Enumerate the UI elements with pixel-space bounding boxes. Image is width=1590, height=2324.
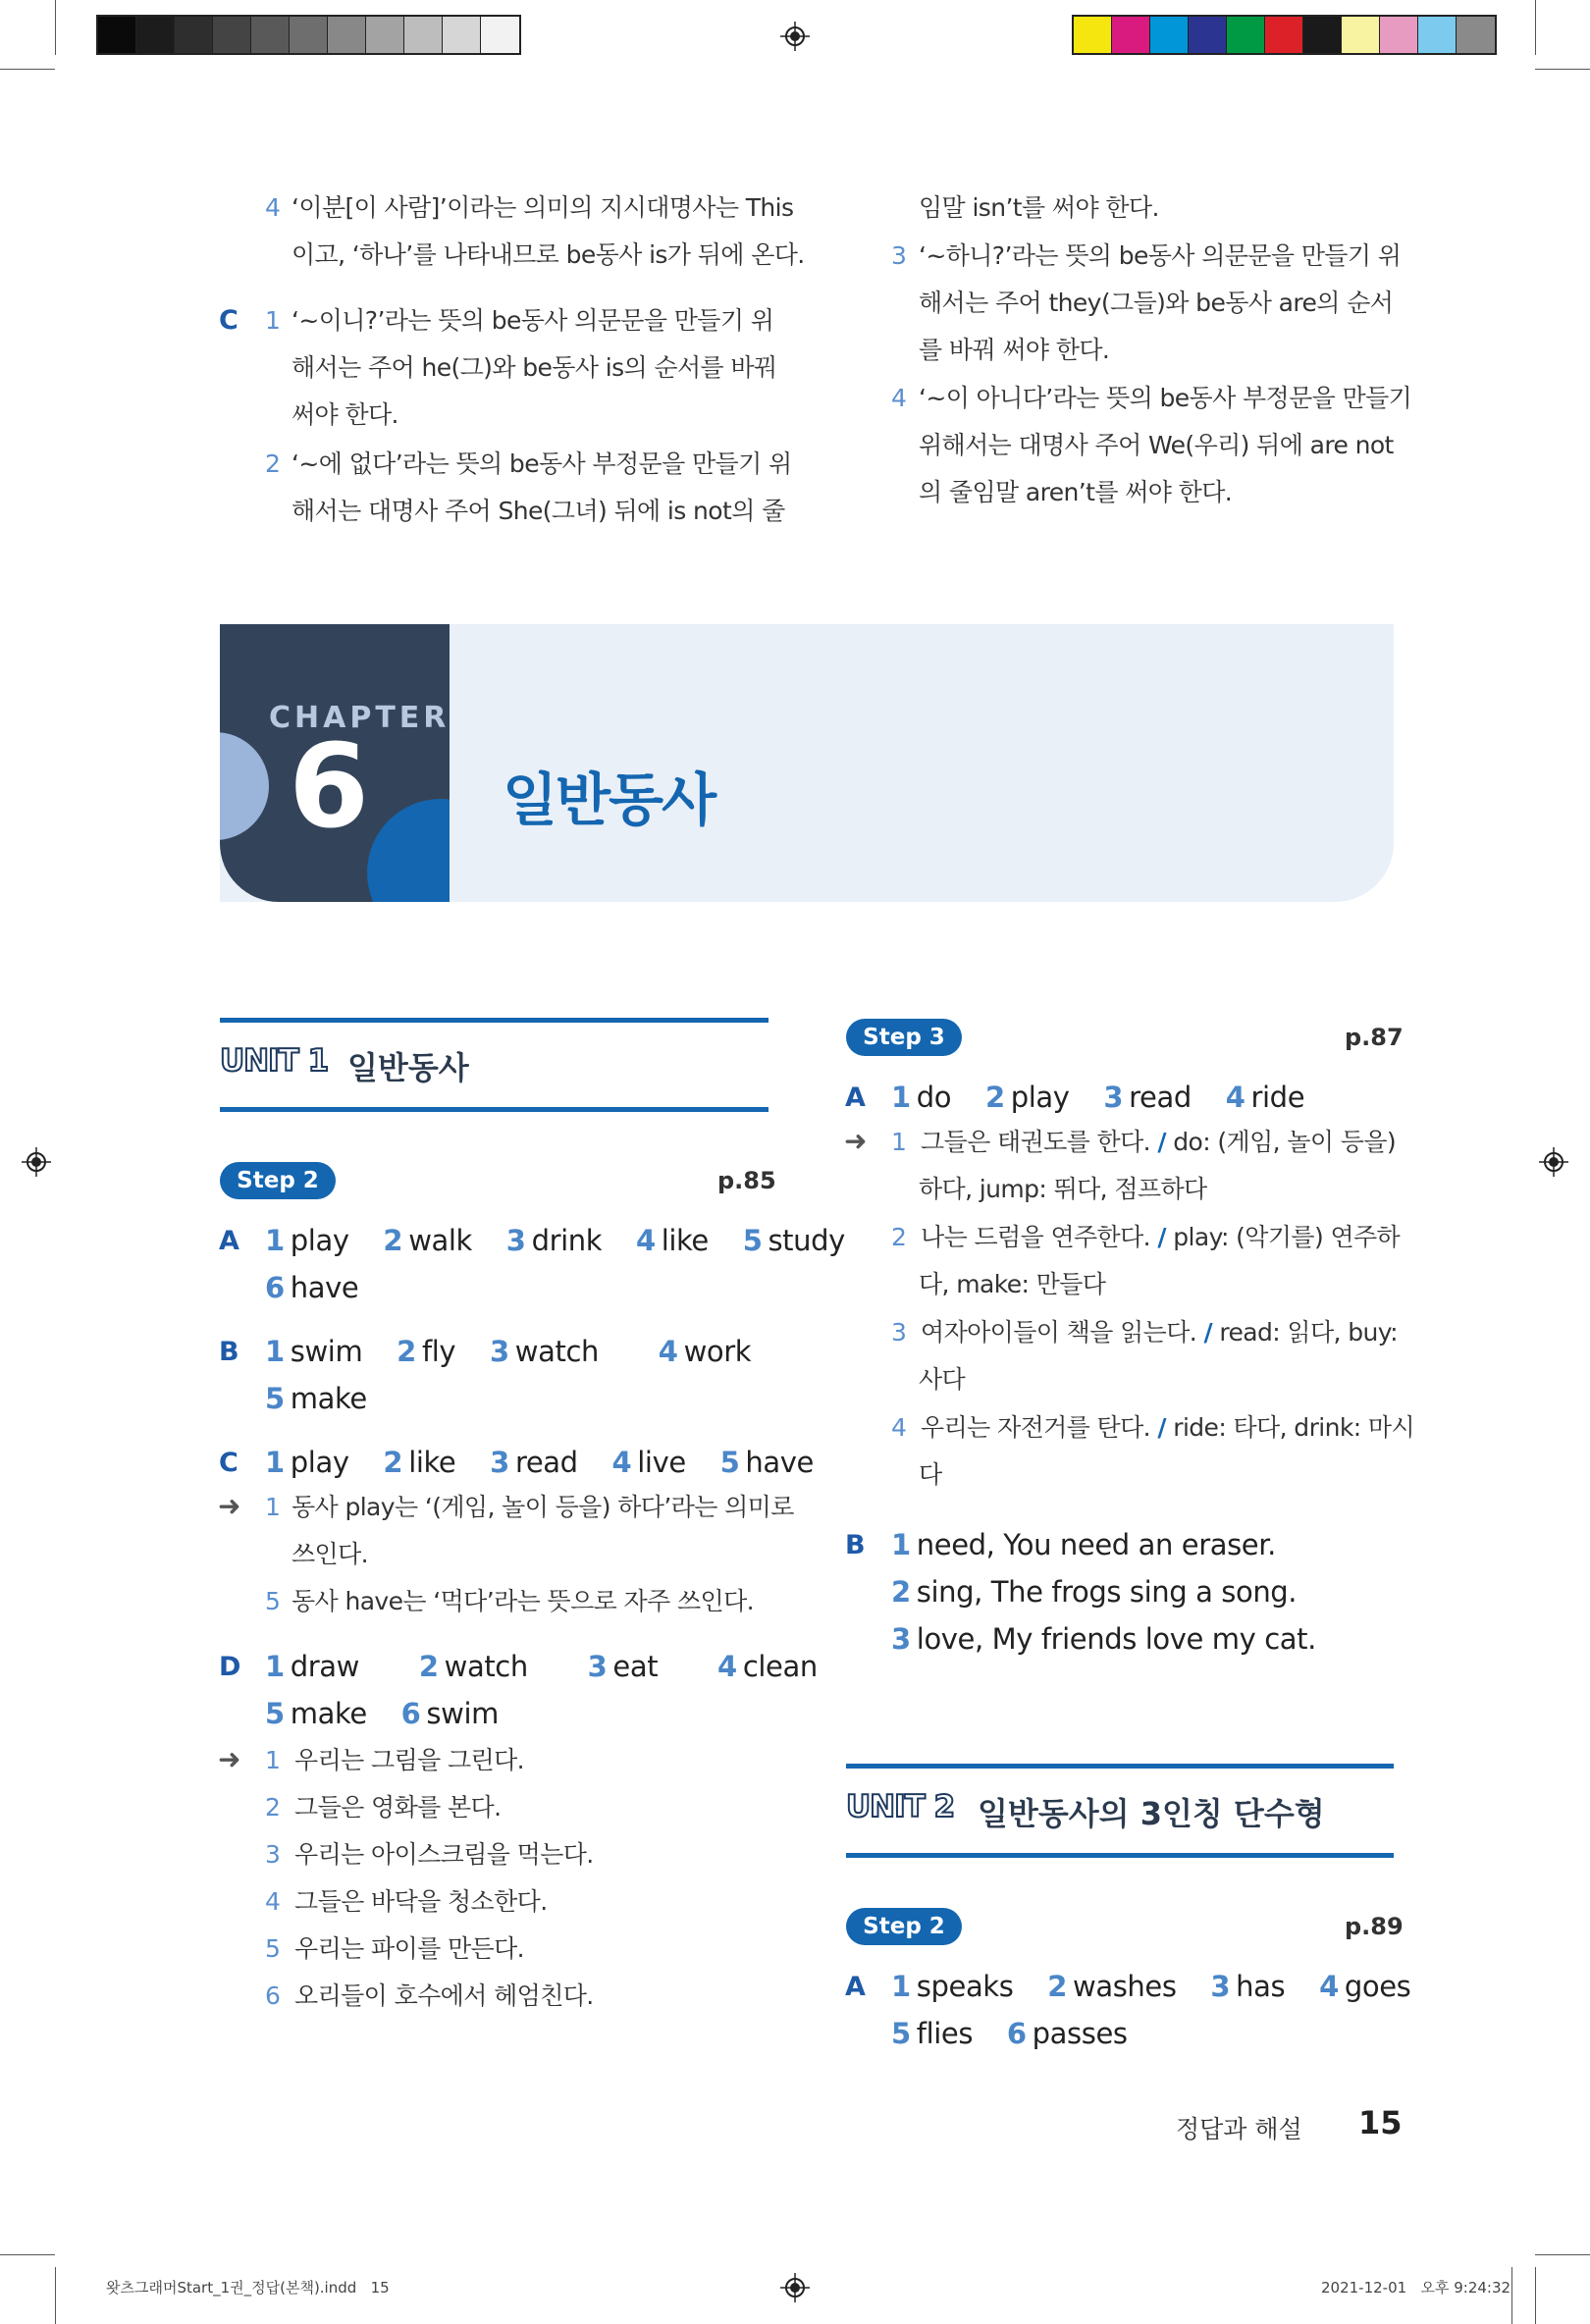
page-reference: p.89	[1345, 1913, 1404, 1940]
color-swatch	[366, 17, 404, 53]
crop-mark	[0, 2254, 55, 2255]
crop-mark	[1535, 2254, 1590, 2255]
answer-line: 5 make 6 swim	[265, 1697, 499, 1730]
explanation-text: 동사 have는 ‘먹다’라는 뜻으로 자주 쓰인다.	[292, 1587, 754, 1615]
explanation-text: 이고, ‘하나’를 나타내므로 be동사 is가 뒤에 온다.	[292, 240, 805, 269]
unit-rule-bottom	[846, 1853, 1394, 1858]
explanation-text: 위해서는 대명사 주어 We(우리) 뒤에 are not	[919, 431, 1394, 459]
decor-circle	[220, 732, 269, 840]
note-line: 4 그들은 바닥을 청소한다.	[265, 1887, 548, 1916]
crop-mark	[1535, 69, 1590, 70]
crop-mark	[55, 2267, 56, 2324]
crop-mark	[0, 69, 55, 70]
explanation-text: 하다, jump: 뛰다, 점프하다	[919, 1175, 1207, 1203]
color-swatch	[1418, 17, 1457, 53]
color-swatch	[251, 17, 290, 53]
explanation-text: 의 줄임말 aren’t를 써야 한다.	[919, 478, 1233, 506]
color-swatch	[1380, 17, 1418, 53]
section-letter-c: C	[219, 1448, 238, 1478]
explanation-text: 다, make: 만들다	[919, 1270, 1106, 1298]
note-line: 3 우리는 아이스크림을 먹는다.	[265, 1840, 594, 1869]
section-letter-c: C	[219, 305, 238, 336]
explanation-text: 해서는 주어 they(그들)와 be동사 are의 순서	[919, 289, 1394, 317]
explanation-text: 를 바꿔 써야 한다.	[919, 336, 1110, 364]
color-swatch	[1227, 17, 1265, 53]
explanation-text: ‘~이니?’라는 뜻의 be동사 의문문을 만들기 위	[292, 306, 774, 335]
process-color-bar	[1072, 15, 1497, 55]
answer-line: 1 speaks 2 washes 3 has 4 goes	[891, 1970, 1411, 2003]
item-number: 1	[265, 306, 281, 335]
registration-mark-icon	[780, 2273, 810, 2302]
color-swatch	[404, 17, 443, 53]
section-letter-a: A	[219, 1226, 239, 1256]
explanation-text: 다	[919, 1460, 942, 1489]
explanation-item	[265, 185, 280, 232]
color-swatch	[1303, 17, 1342, 53]
item-number: 2	[265, 449, 281, 478]
registration-mark-icon	[780, 22, 810, 51]
chapter-title: 일반동사	[503, 766, 716, 833]
registration-mark-icon	[1539, 1147, 1568, 1177]
color-swatch	[1074, 17, 1112, 53]
arrow-right-icon: ➜	[844, 1125, 868, 1157]
color-swatch	[1150, 17, 1189, 53]
slug-filename: 왓츠그래머Start_1권_정답(본책).indd 15	[106, 2279, 390, 2297]
item-number: 1	[265, 1493, 281, 1521]
answer-line: 5 flies 6 passes	[891, 2017, 1128, 2050]
color-swatch	[175, 17, 213, 53]
color-swatch	[1112, 17, 1150, 53]
section-letter-a: A	[845, 1972, 866, 2002]
color-swatch	[213, 17, 251, 53]
explanation-text: ‘~에 없다’라는 뜻의 be동사 부정문을 만들기 위	[292, 449, 792, 478]
step-3-pill: Step 3	[846, 1019, 962, 1056]
note-line: 4 우리는 자전거를 탄다. / ride: 타다, drink: 마시	[891, 1413, 1414, 1442]
note-line: 6 오리들이 호수에서 헤엄친다.	[265, 1981, 594, 2010]
crop-mark	[1535, 2267, 1536, 2324]
section-letter-d: D	[219, 1652, 241, 1682]
section-letter-a: A	[845, 1083, 866, 1113]
color-swatch	[136, 17, 175, 53]
note-line: 5 우리는 파이를 만든다.	[265, 1934, 525, 1963]
color-swatch	[98, 17, 136, 53]
step-2-pill: Step 2	[846, 1908, 962, 1945]
answer-line: 5 make	[265, 1382, 367, 1415]
note-line: 2 그들은 영화를 본다.	[265, 1793, 502, 1822]
answer-line: 1 need, You need an eraser.	[891, 1528, 1276, 1561]
explanation-text: 해서는 대명사 주어 She(그녀) 뒤에 is not의 줄	[292, 497, 785, 525]
item-number: 5	[265, 1587, 281, 1615]
unit1-title: 일반동사	[347, 1049, 469, 1086]
explanation-text: ‘~하니?’라는 뜻의 be동사 의문문을 만들기 위	[919, 241, 1402, 270]
color-swatch	[290, 17, 328, 53]
color-swatch	[1265, 17, 1303, 53]
page-reference: p.87	[1345, 1024, 1404, 1051]
item-number: 4	[265, 193, 281, 222]
crop-mark	[1535, 0, 1536, 55]
crop-mark	[55, 0, 56, 55]
color-swatch	[1342, 17, 1380, 53]
step-2-pill: Step 2	[220, 1162, 336, 1199]
answer-line: 1 draw 2 watch 3 eat 4 clean	[265, 1650, 818, 1683]
grayscale-color-bar	[96, 15, 521, 55]
unit2-title: 일반동사의 3인칭 단수형	[978, 1795, 1325, 1832]
unit1-badge: UNIT 1	[220, 1043, 329, 1079]
page-reference: p.85	[717, 1167, 776, 1194]
section-letter-b: B	[845, 1530, 866, 1560]
answer-line: 3 love, My friends love my cat.	[891, 1622, 1316, 1656]
explanation-text: ‘~이 아니다’라는 뜻의 be동사 부정문을 만들기	[919, 384, 1412, 412]
item-number: 3	[891, 241, 907, 270]
explanation-text: 사다	[919, 1365, 966, 1394]
footer-section-title: 정답과 해설	[1176, 2115, 1302, 2143]
note-line: 1 우리는 그림을 그린다.	[265, 1746, 525, 1774]
registration-mark-icon	[22, 1147, 51, 1177]
answer-line: 1 swim 2 fly 3 watch 4 work	[265, 1335, 752, 1368]
color-swatch	[328, 17, 366, 53]
chapter-badge	[220, 624, 450, 902]
arrow-right-icon: ➜	[218, 1490, 241, 1522]
page-number: 15	[1358, 2104, 1403, 2141]
explanation-text: 동사 play는 ‘(게임, 놀이 등을) 하다’라는 의미로	[292, 1493, 794, 1521]
color-swatch	[1457, 17, 1495, 53]
color-swatch	[443, 17, 481, 53]
color-swatch	[1189, 17, 1227, 53]
chapter-label: CHAPTER	[269, 701, 450, 735]
answer-line: 6 have	[265, 1271, 359, 1304]
arrow-right-icon: ➜	[218, 1743, 241, 1775]
chapter-number: 6	[289, 718, 370, 854]
explanation-text: 임말 isn’t를 써야 한다.	[919, 193, 1159, 222]
slug-timestamp: 2021-12-01 오후 9:24:32	[1321, 2279, 1511, 2297]
explanation-text: 쓰인다.	[292, 1540, 368, 1568]
explanation-text: 써야 한다.	[292, 400, 398, 429]
unit-rule-top	[846, 1764, 1394, 1769]
note-line: 1 그들은 태권도를 한다. / do: (게임, 놀이 등을)	[891, 1128, 1397, 1156]
note-line: 3 여자아이들이 책을 읽는다. / read: 읽다, buy:	[891, 1318, 1398, 1347]
answer-line: 1 play 2 walk 3 drink 4 like 5 study	[265, 1224, 845, 1257]
color-swatch	[481, 17, 519, 53]
item-number: 4	[891, 384, 907, 412]
unit-rule-bottom	[220, 1107, 768, 1112]
answer-line: 2 sing, The frogs sing a song.	[891, 1575, 1298, 1609]
answer-line: 1 play 2 like 3 read 4 live 5 have	[265, 1446, 814, 1479]
answer-line: 1 do 2 play 3 read 4 ride	[891, 1081, 1305, 1114]
explanation-text: ‘이분[이 사람]’이라는 의미의 지시대명사는 This	[292, 193, 794, 222]
note-line: 2 나는 드럼을 연주한다. / play: (악기를) 연주하	[891, 1223, 1401, 1251]
decor-circle	[367, 799, 450, 902]
section-letter-b: B	[219, 1337, 239, 1367]
unit-rule-top	[220, 1018, 768, 1023]
explanation-text: 해서는 주어 he(그)와 be동사 is의 순서를 바꿔	[292, 353, 777, 382]
unit2-badge: UNIT 2	[846, 1789, 955, 1824]
crop-mark	[1511, 2267, 1512, 2324]
